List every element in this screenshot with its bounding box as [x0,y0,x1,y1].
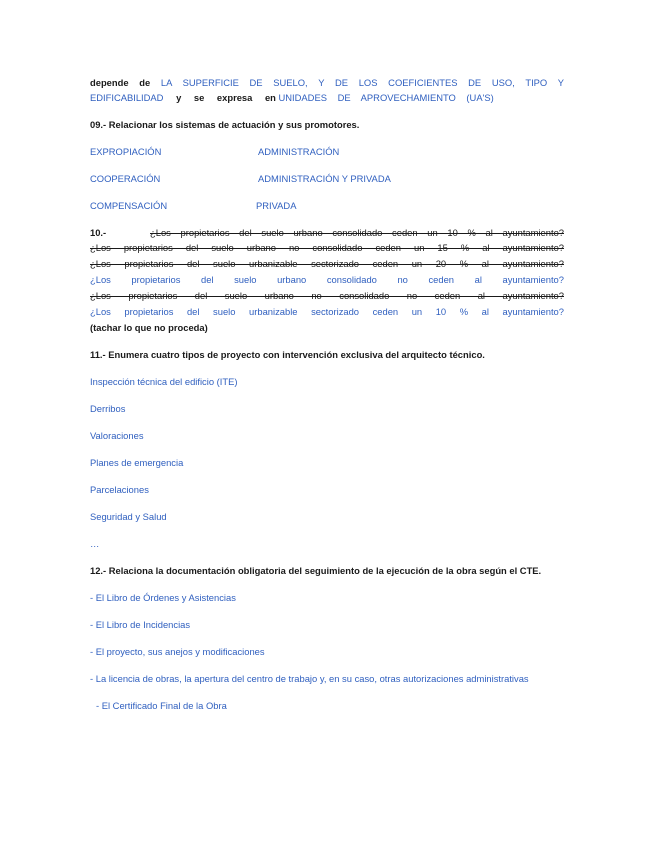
q12-list [90,590,564,713]
intro-text-2: LA SUPERFICIE DE SUELO, Y DE LOS COEFICIENTES DE USO, TIPO Y [160,77,565,88]
q09-system: COMPENSACIÓN [90,200,168,211]
q09-row [90,198,564,213]
list-item: - El Certificado Final de la Obra [96,700,227,711]
q09-system: COOPERACIÓN [90,173,161,184]
q10-line-5: ¿Los propietarios del suelo urbano no consolidado no ceden al ayuntamiento? [90,290,564,301]
q09-row [90,171,564,186]
intro-text-4: y se expresa en [176,92,276,103]
q11-list [90,374,564,551]
q09-promoter: PRIVADA [256,200,297,211]
q09-promoter: ADMINISTRACIÓN Y PRIVADA [258,173,391,184]
q10-block [90,225,564,335]
list-item: Parcelaciones [90,484,149,495]
q09-table [90,144,564,213]
q09-row [90,144,564,159]
list-item: Valoraciones [90,430,144,441]
list-item: Seguridad y Salud [90,511,167,522]
list-item: Planes de emergencia [90,457,184,468]
q09-system: EXPROPIACIÓN [90,146,162,157]
q10-number: 10.- [90,227,107,238]
list-item: - El Libro de Incidencias [90,619,191,630]
q10-line-4: ¿Los propietarios del suelo urbano consolidado no ceden al ayuntamiento? [90,274,564,285]
q12-title: 12.- Relaciona la documentación obligatoria del seguimiento de la ejecución de la obra según el CTE. [90,565,542,576]
q10-line-2: ¿Los propietarios del suelo urbano no consolidado ceden un 15 % al ayuntamiento? [90,242,564,253]
q10-note: (tachar lo que no proceda) [90,322,208,333]
list-item: - El proyecto, sus anejos y modificaciones [90,646,265,657]
intro-text-3: EDIFICABILIDAD [90,92,164,103]
list-item: Derribos [90,403,126,414]
q11-title: 11.- Enumera cuatro tipos de proyecto con intervención exclusiva del arquitecto técnico. [90,349,485,360]
q10-line-6: ¿Los propietarios del suelo urbanizable sectorizado ceden un 10 % al ayuntamiento? [90,306,564,317]
list-item: - El Libro de Órdenes y Asistencias [90,592,236,603]
intro-paragraph [90,75,564,105]
list-item: Inspección técnica del edificio (ITE) [90,376,238,387]
q09-promoter: ADMINISTRACIÓN [258,146,340,157]
intro-text-5: UNIDADES DE APROVECHAMIENTO (UA'S) [278,92,494,103]
q10-line-3: ¿Los propietarios del suelo urbanizable sectorizado ceden un 20 % al ayuntamiento? [90,258,564,269]
list-item: - La licencia de obras, la apertura del centro de trabajo y, en su caso, otras autorizaciones administrativas [90,673,529,684]
document-page [90,75,564,713]
q10-line-1: ¿Los propietarios del suelo urbano consolidado ceden un 10 % al ayuntamiento? [150,227,564,238]
q09-title: 09.- Relacionar los sistemas de actuación y sus promotores. [90,119,360,130]
intro-text-1: depende de [90,77,151,88]
list-item: … [90,538,100,549]
